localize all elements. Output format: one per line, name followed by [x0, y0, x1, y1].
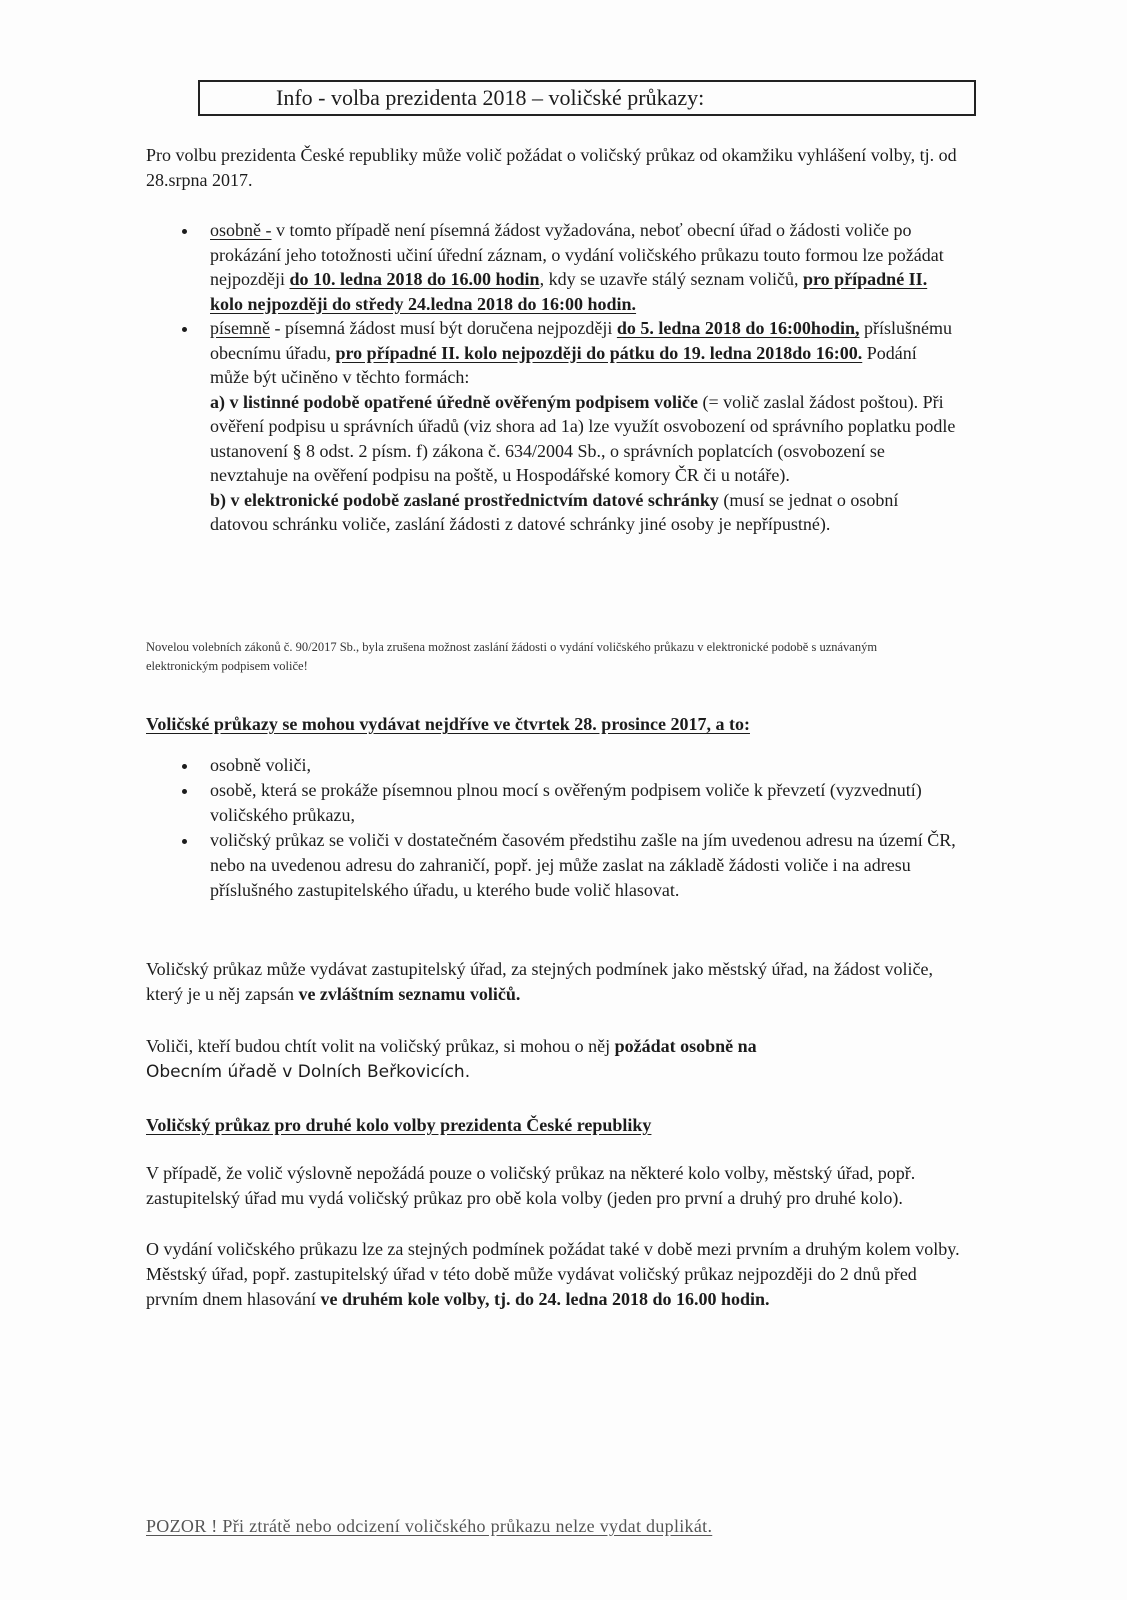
list-item: osobě, která se prokáže písemnou plnou mocí s ověřeným podpisem voliče k převzetí (vyzvednutí) voličského průkazu,	[210, 778, 960, 828]
list-item: voličský průkaz se voliči v dostatečném časovém předstihu zašle na jím uvedenou adresu na území ČR, nebo na uvedenou adresu do zahraničí, popř. jej může zaslat na základě žádosti voliče i na adresu příslušného zastupitelského úřadu, u kterého bude volič hlasovat.	[210, 828, 960, 903]
page-title: Info - volba prezidenta 2018 – voličské průkazy:	[276, 85, 705, 110]
second-round-text: O vydání voličského průkazu lze za stejných podmínek požádat také v době mezi prvním a druhým kolem volby. Městský úřad, popř. zastupitelský úřad v této době může vydávat voličský průkaz nejpozději do 2 dnů před prvním dnem hlasování	[146, 1239, 960, 1309]
local-office-name: Obecním úřadě v Dolních Beřkovicích.	[146, 1062, 471, 1082]
heading-second-round: Voličský průkaz pro druhé kolo volby prezidenta České republiky	[146, 1115, 652, 1135]
personal-text-2: , kdy se uzavře stálý seznam voličů,	[539, 269, 803, 289]
novelization-note: Novelou volebních zákonů č. 90/2017 Sb., byla zrušena možnost zaslání žádosti o vydání voličského průkazu v elektronické podobě s uznávaným elektronickým podpisem voliče!	[146, 640, 878, 673]
list-item-personal	[210, 218, 960, 316]
personal-deadline-2: pro případné II. kolo nejpozději do středy 24.ledna 2018 do 16:00 hodin.	[210, 269, 928, 314]
form-b-text: (musí se jednat o osobní datovou schránku voliče, zaslání žádosti z datové schránky jiné osoby je nepřípustné).	[210, 489, 899, 534]
intro-paragraph: Pro volbu prezidenta České republiky může volič požádat o voličský průkaz od okamžiku vyhlášení volby, tj. od 28.srpna 2017.	[146, 145, 957, 190]
second-round-paragraph-1: V případě, že volič výslovně nepožádá pouze o voličský průkaz na některé kolo volby, městský úřad, popř. zastupitelský úřad mu vydá voličský průkaz pro obě kola volby (jeden pro první a druhý pro druhé kolo).	[146, 1163, 916, 1208]
written-text-2: příslušnému obecnímu úřadu,	[210, 318, 952, 363]
second-round-paragraph-2	[146, 1237, 966, 1312]
written-text-3: Podání může být učiněno v těchto formách:	[210, 342, 917, 387]
personal-lead: osobně -	[210, 220, 272, 240]
written-deadline-1: do 5. ledna 2018 do 16:00hodin,	[616, 318, 860, 338]
written-text-1: - písemná žádost musí být doručena nejpozději	[270, 318, 617, 338]
embassy-text: Voličský průkaz může vydávat zastupitelský úřad, za stejných podmínek jako městský úřad, na žádost voliče, který je u něj zapsán	[146, 959, 933, 1004]
form-a-bold: a) v listinné podobě opatřené úředně ověřeným podpisem voliče	[210, 391, 698, 412]
local-bold: požádat osobně na	[614, 1036, 757, 1056]
embassy-paragraph	[146, 957, 966, 1007]
local-office-paragraph	[146, 1034, 966, 1085]
personal-deadline-1: do 10. ledna 2018 do 16.00 hodin	[289, 269, 540, 289]
form-a-text: (= volič zaslal žádost poštou). Při ověření podpisu u správních úřadů (viz shora ad 1a) lze využít osvobození od správního poplatku podle ustanovení § 8 odst. 2 písm. f) zákona č. 634/2004 Sb., o správních poplatcích (osvobození se nevztahuje na ověření podpisu na poště, u Hospodářské komory ČR či u notáře).	[210, 391, 956, 485]
local-text: Voliči, kteří budou chtít volit na voličský průkaz, si mohou o něj	[146, 1036, 615, 1056]
duplicate-warning: POZOR ! Při ztrátě nebo odcizení voličského průkazu nelze vydat duplikát.	[146, 1516, 713, 1536]
application-methods-list	[210, 218, 960, 537]
issue-recipients-list	[210, 753, 960, 903]
written-lead: písemně	[210, 318, 270, 338]
second-round-bold: ve druhém kole volby, tj. do 24. ledna 2018 do 16.00 hodin.	[320, 1289, 770, 1309]
written-deadline-2: pro případné II. kolo nejpozději do pátku do 19. ledna 2018do 16:00.	[335, 342, 863, 363]
list-item: osobně voliči,	[210, 753, 960, 778]
list-item-written	[210, 316, 960, 537]
form-b-bold: b) v elektronické podobě zaslané prostřednictvím datové schránky	[210, 489, 719, 510]
title-box	[198, 80, 976, 116]
heading-issue-date: Voličské průkazy se mohou vydávat nejdříve ve čtvrtek 28. prosince 2017, a to:	[146, 714, 750, 734]
personal-text-1: v tomto případě není písemná žádost vyžadována, neboť obecní úřad o žádosti voliče po prokázání jeho totožnosti učiní úřední záznam, o vydání voličského průkazu touto formou lze požádat nejpozději	[210, 220, 944, 289]
embassy-bold: ve zvláštním seznamu voličů.	[298, 984, 521, 1004]
